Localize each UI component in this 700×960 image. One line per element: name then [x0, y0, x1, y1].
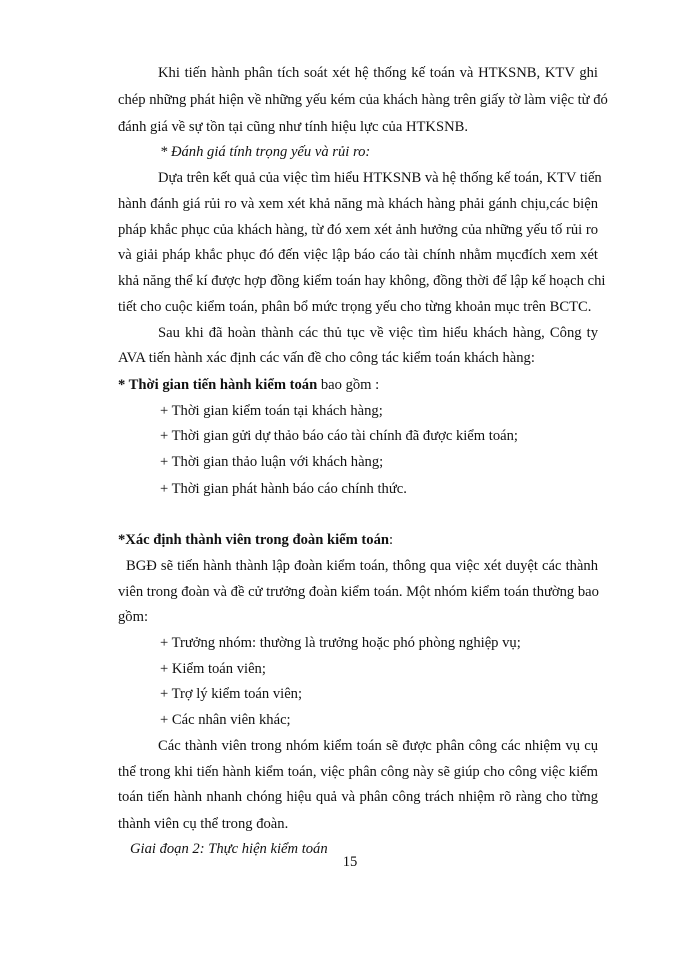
paragraph-line: hành đánh giá rủi ro và xem xét khả năng mà khách hàng phải gánh chịu,các biện [118, 196, 598, 212]
paragraph-line: viên trong đoàn và đề cử trưởng đoàn kiểm toán. Một nhóm kiểm toán thường bao [118, 584, 599, 600]
paragraph-line: Dựa trên kết quả của việc tìm hiểu HTKSNB và hệ thống kế toán, KTV tiến [158, 170, 602, 186]
paragraph-line: Sau khi đã hoàn thành các thủ tục về việc tìm hiểu khách hàng, Công ty [158, 325, 598, 341]
paragraph-line: khả năng thể kí được hợp đồng kiểm toán hay không, đồng thời để lập kế hoạch chi [118, 273, 606, 289]
heading-rest-text: bao gồm : [317, 377, 380, 393]
list-item: + Thời gian gửi dự thảo báo cáo tài chính đã được kiểm toán; [160, 428, 518, 444]
paragraph-line: pháp khắc phục của khách hàng, từ đó xem xét ảnh hưởng của những yếu tố rủi ro [118, 222, 598, 238]
paragraph-line: AVA tiến hành xác định các vấn đề cho công tác kiểm toán khách hàng: [118, 350, 535, 366]
section-heading: * Đánh giá tính trọng yếu và rủi ro: [160, 144, 371, 160]
heading-rest-text: : [389, 532, 394, 548]
paragraph-line: BGĐ sẽ tiến hành thành lập đoàn kiểm toán, thông qua việc xét duyệt các thành [126, 558, 598, 574]
list-item: + Thời gian thảo luận với khách hàng; [160, 454, 384, 470]
paragraph-line: và giải pháp khắc phục đó đến việc lập báo cáo tài chính nhằm mụcđích xem xét [118, 247, 598, 263]
paragraph-line: đánh giá về sự tồn tại cũng như tính hiệu lực của HTKSNB. [118, 119, 469, 135]
paragraph-line: chép những phát hiện về những yếu kém của khách hàng trên giấy tờ làm việc từ đó [118, 92, 608, 108]
paragraph-line: Khi tiến hành phân tích soát xét hệ thống kế toán và HTKSNB, KTV ghi [158, 65, 598, 81]
list-item: + Thời gian phát hành báo cáo chính thức. [160, 481, 407, 497]
paragraph-line: Các thành viên trong nhóm kiểm toán sẽ được phân công các nhiệm vụ cụ [158, 738, 598, 754]
heading-bold-text: *Xác định thành viên trong đoàn kiểm toán [118, 532, 389, 548]
paragraph-line: tiết cho cuộc kiểm toán, phân bổ mức trọng yếu cho từng khoản mục trên BCTC. [118, 299, 592, 315]
paragraph-line: gồm: [118, 609, 148, 625]
heading-bold-text: * Thời gian tiến hành kiểm toán [118, 377, 318, 393]
paragraph-line: thành viên cụ thể trong đoàn. [118, 816, 289, 832]
page-number: 15 [342, 854, 358, 870]
list-item: + Trợ lý kiểm toán viên; [160, 686, 303, 702]
list-item: + Trưởng nhóm: thường là trưởng hoặc phó phòng nghiệp vụ; [160, 635, 521, 651]
paragraph-line: toán tiến hành nhanh chóng hiệu quả và phân công trách nhiệm rõ ràng cho từng [118, 789, 598, 805]
list-item: + Các nhân viên khác; [160, 712, 291, 728]
section-heading: Giai đoạn 2: Thực hiện kiểm toán [130, 841, 328, 857]
paragraph-line: thể trong khi tiến hành kiểm toán, việc phân công này sẽ giúp cho công việc kiểm [118, 764, 598, 780]
section-heading [118, 531, 598, 549]
list-item: + Kiểm toán viên; [160, 661, 266, 677]
list-item: + Thời gian kiểm toán tại khách hàng; [160, 403, 383, 419]
section-heading [118, 376, 598, 394]
